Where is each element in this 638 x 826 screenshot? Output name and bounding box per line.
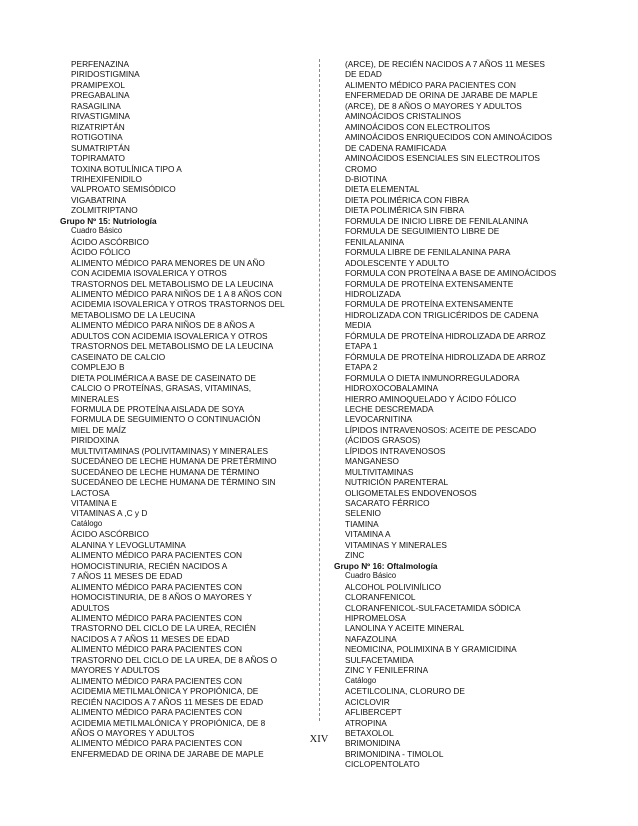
list-item: HIDROXOCOBALAMINA [345, 383, 439, 394]
list-item: HIDROLIZADA CON TRIGLICÉRIDOS DE CADENA [345, 309, 539, 320]
section-label: Catálogo [71, 518, 103, 528]
section-label: Cuadro Básico [345, 571, 397, 581]
list-item: ALIMENTO MÉDICO PARA NIÑOS DE 1 A 8 AÑOS CON [71, 288, 282, 299]
list-item: ROTIGOTINA [71, 132, 123, 143]
list-item: VIGABATRINA [71, 194, 127, 205]
list-item: ÁCIDO ASCÓRBICO [71, 529, 149, 540]
list-item: SULFACETAMIDA [345, 654, 414, 665]
list-item: NACIDOS A 7 AÑOS 11 MESES DE EDAD [71, 633, 230, 644]
list-item: TIAMINA [345, 518, 379, 529]
list-item: ACIDEMIA METILMALÓNICA Y PROPIÓNICA, DE [71, 686, 259, 697]
list-item: ALIMENTO MÉDICO PARA PACIENTES CON [71, 738, 243, 749]
list-item: ZINC Y FENILEFRINA [345, 665, 429, 676]
list-item: TRIHEXIFENIDILO [71, 173, 142, 184]
list-item: CALCIO O PROTEÍNAS, GRASAS, VITAMINAS, [71, 383, 252, 394]
list-item: HIPROMELOSA [345, 613, 406, 624]
list-item: TRASTORNOS DEL METABOLISMO DE LA LEUCINA [71, 341, 274, 352]
list-item: CASEINATO DE CALCIO [71, 351, 166, 362]
list-item: SUMATRIPTÁN [71, 142, 130, 153]
list-item: MULTIVITAMINAS (POLIVITAMINAS) Y MINERALES [71, 445, 269, 456]
list-item: TOXINA BOTULÍNICA TIPO A [71, 163, 182, 174]
list-item: HOMOCISTINURIA, RECIÉN NACIDOS A [71, 560, 228, 571]
list-item: VALPROATO SEMISÓDICO [71, 184, 176, 195]
list-item: CICLOPENTOLATO [345, 759, 420, 770]
list-item: DIETA ELEMENTAL [345, 184, 420, 195]
list-item: ÁCIDO ASCÓRBICO [71, 236, 149, 247]
list-item: ALIMENTO MÉDICO PARA PACIENTES CON [71, 613, 243, 624]
list-item: DE CADENA RAMIFICADA [345, 142, 447, 153]
group-heading: Grupo Nº 15: Nutriología [60, 215, 157, 226]
list-item: ALIMENTO MÉDICO PARA PACIENTES CON [345, 79, 517, 90]
list-item: LECHE DESCREMADA [345, 403, 434, 414]
list-item: DIETA POLIMÉRICA SIN FIBRA [345, 205, 465, 216]
list-item: FORMULA LIBRE DE FENILALANINA PARA [345, 247, 511, 258]
list-item: MEDIA [345, 320, 372, 331]
list-item: FÓRMULA DE PROTEÍNA HIDROLIZADA DE ARROZ [345, 330, 546, 341]
list-item: CON ACIDEMIA ISOVALERICA Y OTROS [71, 268, 227, 279]
list-item: SUCEDÁNEO DE LECHE HUMANA DE TÉRMINO SIN [71, 477, 276, 488]
list-item: SUCEDÁNEO DE LECHE HUMANA DE PRETÉRMINO [71, 456, 277, 467]
list-item: LEVOCARNITINA [345, 414, 412, 425]
list-item: ADULTOS [71, 602, 110, 613]
list-item: AFLIBERCEPT [345, 707, 402, 718]
page-number: XIV [309, 734, 329, 745]
list-item: RASAGILINA [71, 100, 121, 111]
list-item: AMINOÁCIDOS CON ELECTROLITOS [345, 121, 491, 132]
list-item: LANOLINA Y ACEITE MINERAL [345, 623, 465, 634]
list-item: ENFERMEDAD DE ORINA DE JARABE DE MAPLE [71, 748, 264, 759]
list-item: TRASTORNO DEL CICLO DE LA UREA, RECIÉN [71, 623, 256, 634]
list-item: NEOMICINA, POLIMIXINA B Y GRAMICIDINA [345, 644, 517, 655]
list-item: VITAMINA A [345, 529, 391, 540]
list-item: ATROPINA [345, 717, 387, 728]
list-item: BETAXOLOL [345, 728, 394, 738]
list-item: METABOLISMO DE LA LEUCINA [71, 309, 196, 320]
right-column [334, 59, 594, 770]
list-item: AMINOÁCIDOS CRISTALINOS [345, 111, 462, 122]
list-item: ACICLOVIR [345, 696, 390, 707]
list-item: FORMULA DE PROTEÍNA EXTENSAMENTE [345, 278, 514, 289]
list-item: HIERRO AMINOQUELADO Y ÁCIDO FÓLICO [345, 393, 517, 404]
list-item: SUCEDÁNEO DE LECHE HUMANA DE TÉRMINO [71, 466, 260, 477]
list-item: FÓRMULA DE PROTEÍNA HIDROLIZADA DE ARROZ [345, 351, 546, 362]
list-item: HOMOCISTINURIA, DE 8 AÑOS O MAYORES Y [71, 592, 252, 603]
list-item: RIVASTIGMINA [71, 111, 130, 122]
list-item: DE EDAD [345, 69, 382, 80]
list-item: PRAMIPEXOL [71, 79, 125, 90]
list-item: PIRIDOXINA [71, 435, 119, 446]
list-item: FENILALANINA [345, 236, 405, 247]
list-item: ACIDEMIA METILMALÓNICA Y PROPIÓNICA, DE 8 [71, 717, 266, 728]
list-item: 7 AÑOS 11 MESES DE EDAD [71, 571, 183, 582]
list-item: ALIMENTO MÉDICO PARA NIÑOS DE 8 AÑOS A [71, 320, 255, 331]
section-label: Cuadro Básico [71, 226, 123, 236]
list-item: BRIMONIDINA [345, 738, 401, 749]
list-item: OLIGOMETALES ENDOVENOSOS [345, 487, 477, 498]
list-item: FORMULA DE SEGUIMIENTO LIBRE DE [345, 226, 500, 237]
list-item: CLORANFENICOL-SULFACETAMIDA SÓDICA [345, 602, 521, 613]
list-item: RIZATRIPTÁN [71, 121, 125, 132]
list-item: ZOLMITRIPTANO [71, 205, 138, 216]
list-item: NAFAZOLINA [345, 633, 397, 644]
list-item: ALIMENTO MÉDICO PARA PACIENTES CON [71, 675, 243, 686]
list-item: CROMO [345, 163, 377, 174]
list-item: ACETILCOLINA, CLORURO DE [345, 686, 465, 697]
list-item: DIETA POLIMÉRICA A BASE DE CASEINATO DE [71, 372, 256, 383]
list-item: BRIMONIDINA - TIMOLOL [345, 748, 444, 759]
section-label: Catálogo [345, 675, 377, 685]
list-item: TRASTORNOS DEL METABOLISMO DE LA LEUCINA [71, 278, 274, 289]
list-item: ÁCIDO FÓLICO [71, 247, 131, 258]
list-item: ALIMENTO MÉDICO PARA PACIENTES CON [71, 644, 243, 655]
list-item: ETAPA 1 [345, 341, 378, 352]
left-column [60, 59, 312, 759]
group-heading: Grupo Nº 16: Oftalmología [334, 560, 438, 571]
list-item: SELENIO [345, 508, 381, 519]
list-item: RECIÉN NACIDOS A 7 AÑOS 11 MESES DE EDAD [71, 696, 264, 707]
list-item: TOPIRAMATO [71, 153, 125, 164]
list-item: FORMULA DE INICIO LIBRE DE FENILALANINA [345, 215, 529, 226]
list-item: FORMULA DE SEGUIMIENTO O CONTINUACIÓN [71, 414, 261, 425]
list-item: TRASTORNO DEL CICLO DE LA UREA, DE 8 AÑOS O [71, 654, 278, 665]
list-item: ENFERMEDAD DE ORINA DE JARABE DE MAPLE [345, 90, 538, 101]
list-item: FORMULA DE PROTEÍNA AISLADA DE SOYA [71, 403, 245, 414]
list-item: ALIMENTO MÉDICO PARA PACIENTES CON [71, 707, 243, 718]
list-item: MULTIVITAMINAS [345, 466, 414, 477]
list-item: FORMULA CON PROTEÍNA A BASE DE AMINOÁCIDOS [345, 268, 557, 279]
list-item: ADULTOS CON ACIDEMIA ISOVALERICA Y OTROS [71, 330, 268, 341]
list-item: PIRIDOSTIGMINA [71, 69, 140, 80]
list-item: (ARCE), DE 8 AÑOS O MAYORES Y ADULTOS [345, 100, 522, 111]
list-item: VITAMINAS Y MINERALES [345, 539, 447, 550]
list-item: CLORANFENICOL [345, 592, 416, 603]
list-item: VITAMINA E [71, 498, 117, 509]
list-item: ACIDEMIA ISOVALERICA Y OTROS TRASTORNOS DEL [71, 299, 285, 310]
list-item: PERFENAZINA [71, 59, 130, 69]
list-item: ALCOHOL POLIVINÍLICO [345, 581, 442, 592]
list-item: DIETA POLIMÉRICA CON FIBRA [345, 194, 469, 205]
list-item: ADOLESCENTE Y ADULTO [345, 257, 450, 268]
list-item: ALIMENTO MÉDICO PARA PACIENTES CON [71, 581, 243, 592]
list-item: (ARCE), DE RECIÉN NACIDOS A 7 AÑOS 11 MESES [345, 59, 545, 69]
column-divider [319, 59, 320, 721]
list-item: AMINOÁCIDOS ESENCIALES SIN ELECTROLITOS [345, 153, 540, 164]
list-item: ALIMENTO MÉDICO PARA PACIENTES CON [71, 550, 243, 561]
list-item: MANGANESO [345, 456, 399, 467]
list-item: D-BIOTINA [345, 173, 387, 184]
list-item: VITAMINAS A ,C y D [71, 508, 148, 519]
list-item: NUTRICIÓN PARENTERAL [345, 477, 449, 488]
list-item: FORMULA DE PROTEÍNA EXTENSAMENTE [345, 299, 514, 310]
list-item: COMPLEJO B [71, 362, 125, 373]
list-item: MINERALES [71, 393, 119, 404]
list-item: SACARATO FÉRRICO [345, 498, 430, 509]
list-item: ALANINA Y LEVOGLUTAMINA [71, 539, 186, 550]
list-item: FORMULA O DIETA INMUNORREGULADORA [345, 372, 520, 383]
list-item: HIDROLIZADA [345, 288, 401, 299]
list-item: ZINC [345, 550, 365, 561]
list-item: ETAPA 2 [345, 362, 378, 373]
list-item: LÍPIDOS INTRAVENOSOS: ACEITE DE PESCADO [345, 424, 537, 435]
list-item: MIEL DE MAÍZ [71, 424, 127, 435]
list-item: AÑOS O MAYORES Y ADULTOS [71, 728, 195, 738]
list-item: (ÁCIDOS GRASOS) [345, 435, 421, 446]
list-item: MAYORES Y ADULTOS [71, 665, 160, 676]
list-item: PREGABALINA [71, 90, 130, 101]
list-item: LACTOSA [71, 487, 110, 498]
list-item: LÍPIDOS INTRAVENOSOS [345, 445, 446, 456]
list-item: ALIMENTO MÉDICO PARA MENORES DE UN AÑO [71, 257, 265, 268]
list-item: AMINOÁCIDOS ENRIQUECIDOS CON AMINOÁCIDOS [345, 132, 552, 143]
